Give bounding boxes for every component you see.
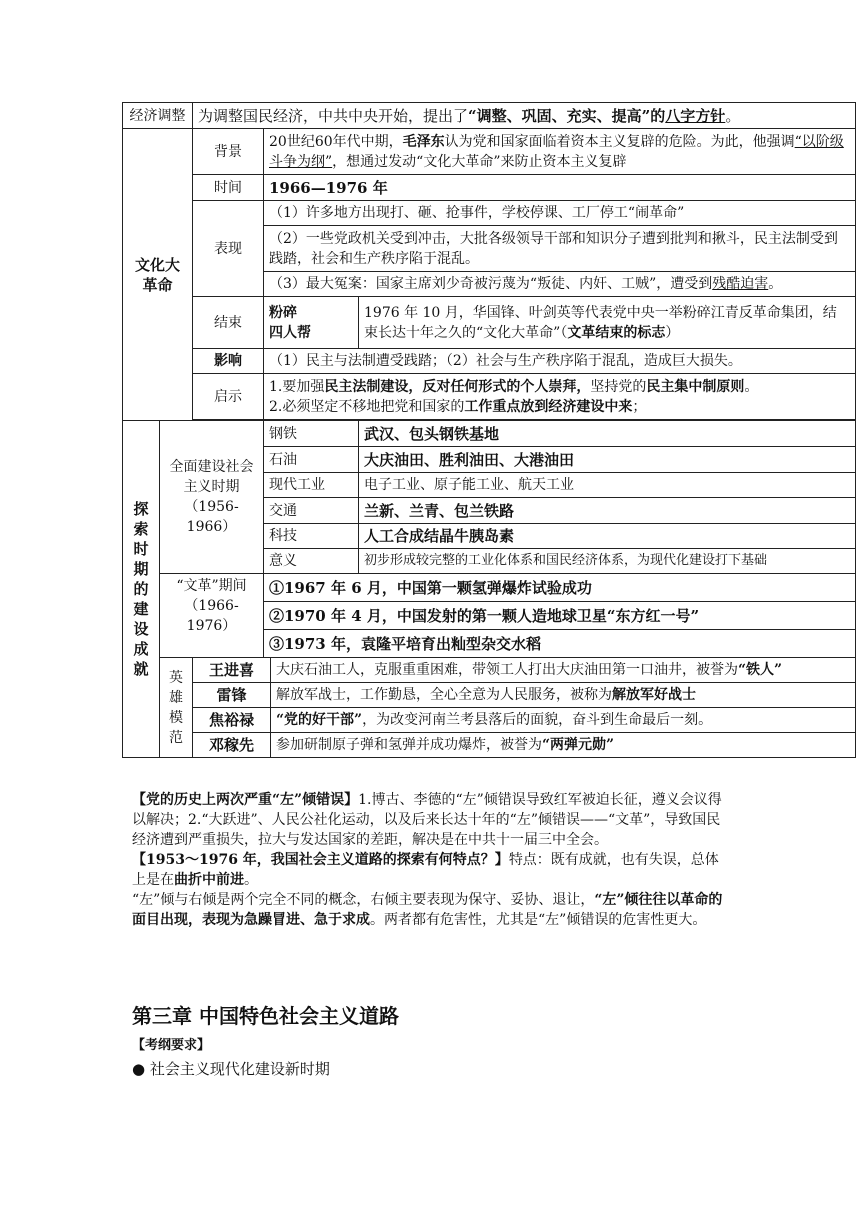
note-left-errors: 【党的历史上两次严重“左”倾错误】1.博古、李德的“左”倾错误导致红军被迫长征，遵义会议得以解决；2.“大跃进”、人民公社化运动，以及后来长达十年的“左”倾错误——“文革”，导致国民经济遭到严重损失，拉大与发达国家的差距，解决是在中共十一届三中全会。 (132, 792, 722, 848)
impact-text: （1）民主与法制遭受践踏；（2）社会与生产秩序陷于混乱，造成巨大损失。 (264, 349, 856, 374)
wenge-item: ①1967 年 6 月，中国第一颗氢弹爆炸试验成功 (264, 574, 856, 602)
notes-section (132, 790, 732, 930)
ach-value: 武汉、包头钢铁基地 (359, 421, 856, 447)
bg-text: 20世纪60年代中期，毛泽东认为党和国家面临着资本主义复辟的危险。为此，他强调“以阶级斗争为纲”，想通过发动“文化大革命”来防止资本主义复辟 (264, 129, 856, 175)
exp-2: （2）一些党政机关受到冲击，大批各级领导干部和知识分子遭到批判和揪斗，民主法制受到践踏，社会和生产秩序陷于混乱。 (264, 226, 856, 272)
period2-label: “文革”期间 （1966-1976） (160, 574, 264, 658)
hero-name: 王进喜 (193, 658, 271, 683)
row-cr-background (123, 129, 856, 175)
exp-label: 表现 (193, 201, 264, 297)
hero-desc: 参加研制原子弹和氢弹并成功爆炸，被誉为“两弹元勋” (271, 733, 856, 758)
hero-desc: “党的好干部”，为改变河南兰考县落后的面貌，奋斗到生命最后一刻。 (271, 708, 856, 733)
row-cr-exp-1 (123, 201, 856, 226)
row-cr-end (123, 297, 856, 349)
time-label: 时间 (193, 175, 264, 201)
wenge-item: ③1973 年，袁隆平培育出籼型杂交水稻 (264, 630, 856, 658)
requirements-label: 【考纲要求】 (132, 1038, 211, 1053)
ach-value: 人工合成结晶牛胰岛素 (359, 524, 856, 549)
end-text: 1976 年 10 月，华国锋、叶剑英等代表党中央一举粉碎江青反革命集团，结束长达十年之久的“文化大革命”（文革结束的标志） (359, 297, 856, 349)
row-hero-2 (123, 683, 856, 708)
ach-key: 石油 (264, 447, 359, 473)
ach-key: 现代工业 (264, 473, 359, 498)
ach-key: 钢铁 (264, 421, 359, 447)
ach-value: 兰新、兰青、包兰铁路 (359, 498, 856, 524)
hero-name: 邓稼先 (193, 733, 271, 758)
hero-desc: 解放军战士，工作勤恳，全心全意为人民服务，被称为解放军好战士 (271, 683, 856, 708)
cr-label: 文化大 革命 (123, 129, 193, 421)
hero-desc: 大庆石油工人，克服重重困难，带领工人打出大庆油田第一口油井，被誉为“铁人” (271, 658, 856, 683)
row-cr-lesson (123, 374, 856, 420)
end-label: 结束 (193, 297, 264, 349)
row-hero-4 (123, 733, 856, 758)
chapter-title: 第三章 中国特色社会主义道路 (132, 1004, 399, 1028)
ach-key: 意义 (264, 549, 359, 574)
ach-value: 大庆油田、胜利油田、大港油田 (359, 447, 856, 473)
wenge-item: ②1970 年 4 月，中国发射的第一颗人造地球卫星“东方红一号” (264, 602, 856, 630)
ach-value: 初步形成较完整的工业化体系和国民经济体系，为现代化建设打下基础 (359, 549, 856, 574)
exp-3: （3）最大冤案：国家主席刘少奇被污蔑为“叛徒、内奸、工贼”，遭受到残酷迫害。 (264, 272, 856, 297)
ach-value: 电子工业、原子能工业、航天工业 (359, 473, 856, 498)
note-exploration: 【1953～1976 年，我国社会主义道路的探索有何特点？】特点：既有成就，也有失误，总体上是在曲折中前进。 (132, 852, 719, 888)
bullet-item: ● 社会主义现代化建设新时期 (132, 1060, 330, 1078)
note-left-right: “左”倾与右倾是两个完全不同的概念，右倾主要表现为保守、妥协、退让，“左”倾往往以革命的面目出现，表现为急躁冒进、急于求成。两者都有危害性，尤其是“左”倾错误的危害性更大。 (132, 892, 723, 928)
ach-key: 交通 (264, 498, 359, 524)
row-hero-1 (123, 658, 856, 683)
impact-label: 影响 (193, 349, 264, 374)
bg-label: 背景 (193, 129, 264, 175)
ach-key: 科技 (264, 524, 359, 549)
econ-label: 经济调整 (123, 103, 193, 129)
heroes-label: 英 雄 模 范 (160, 658, 193, 758)
econ-text: 为调整国民经济，中共中央开始，提出了“调整、巩固、充实、提高”的八字方针。 (193, 103, 856, 129)
row-economic-adjustment (123, 103, 856, 129)
end-sub: 粉碎 四人帮 (264, 297, 359, 349)
row-hero-3 (123, 708, 856, 733)
row-cr-impact (123, 349, 856, 374)
hero-name: 雷锋 (193, 683, 271, 708)
row-steel (123, 421, 856, 447)
exp-1: （1）许多地方出现打、砸、抢事件，学校停课、工厂停工“闹革命” (264, 201, 856, 226)
period1-label: 全面建设社会 主义时期 （1956-1966） (160, 421, 264, 574)
time-value: 1966—1976 年 (264, 175, 856, 201)
row-cr-time (123, 175, 856, 201)
row-wenge-1 (123, 574, 856, 602)
history-table (122, 102, 856, 758)
lesson-label: 启示 (193, 374, 264, 420)
hero-name: 焦裕禄 (193, 708, 271, 733)
explore-label: 探 索 时 期 的 建 设 成 就 (123, 421, 160, 758)
lesson-text: 1.要加强民主法制建设，反对任何形式的个人崇拜，坚持党的民主集中制原则。 2.必须坚定不移地把党和国家的工作重点放到经济建设中来； (264, 374, 856, 420)
